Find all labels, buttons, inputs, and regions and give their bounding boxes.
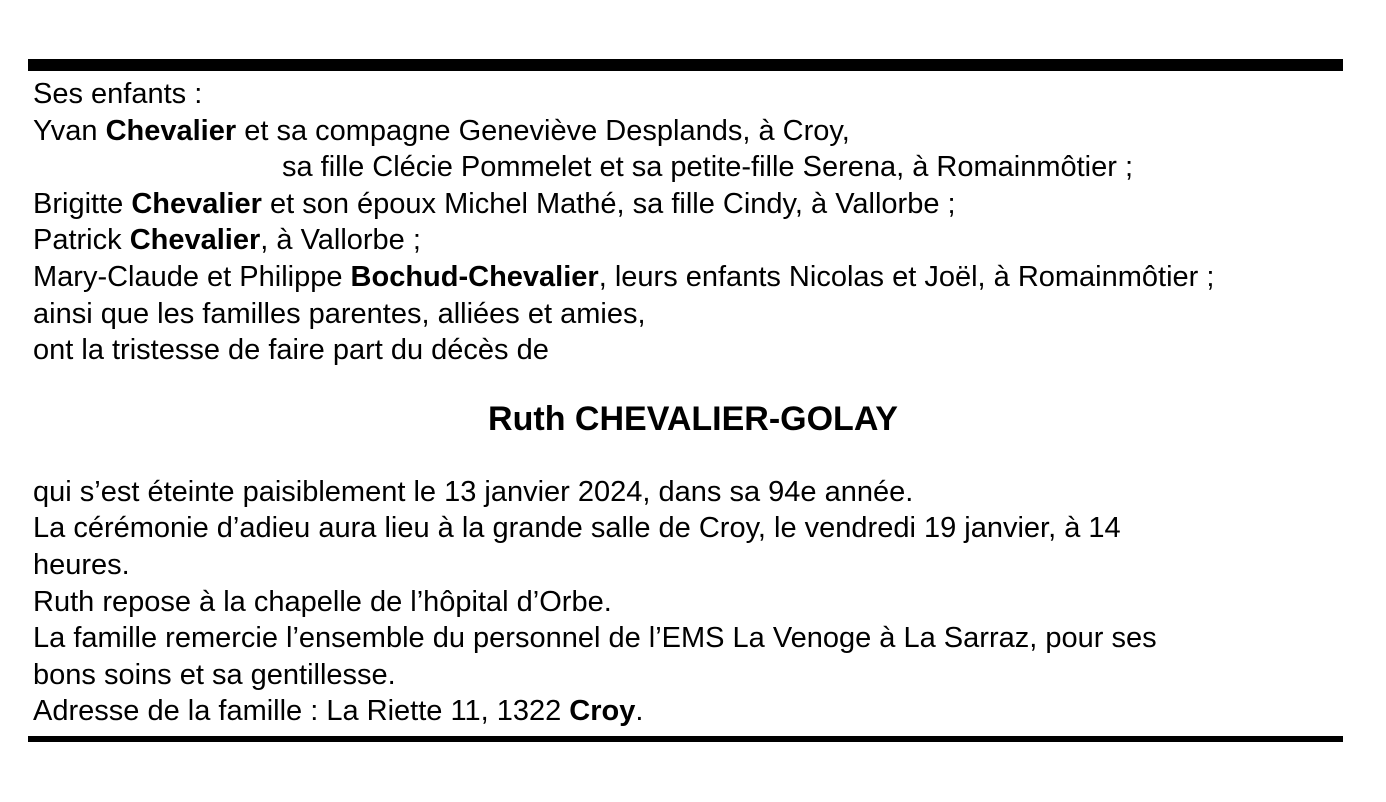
text-segment: . — [635, 695, 644, 728]
text-segment: , leurs enfants Nicolas et Joël, à Romainmôtier ; — [598, 260, 1215, 293]
notice-line — [33, 296, 1353, 333]
text-segment-bold: Croy — [569, 695, 636, 728]
notice-line — [33, 584, 1353, 621]
notice-line — [33, 332, 1353, 369]
detail-lines — [33, 474, 1353, 730]
text-segment: Ruth repose à la chapelle de l’hôpital d’Orbe. — [33, 585, 612, 618]
text-segment: Brigitte — [33, 187, 132, 220]
notice-line — [33, 76, 1353, 113]
text-segment: , à Vallorbe ; — [260, 224, 421, 257]
text-segment: Mary-Claude et Philippe — [33, 260, 351, 293]
notice-line — [33, 149, 1353, 186]
text-segment: ainsi que les familles parentes, alliées et amies, — [33, 297, 646, 330]
notice-content — [33, 76, 1353, 730]
text-segment-bold: Chevalier — [131, 187, 262, 220]
notice-line — [33, 113, 1353, 150]
notice-line — [33, 657, 1353, 694]
notice-line — [33, 186, 1353, 223]
text-segment-bold: Chevalier — [129, 224, 261, 257]
notice-line — [33, 547, 1353, 584]
text-segment: La cérémonie d’adieu aura lieu à la grande salle de Croy, le vendredi 19 janvier, à 14 — [33, 512, 1121, 545]
notice-line — [33, 259, 1353, 296]
text-segment: heures. — [33, 548, 130, 581]
text-segment: sa fille Clécie Pommelet et sa petite-fille Serena, à Romainmôtier ; — [282, 151, 1134, 184]
intro-lines — [33, 76, 1353, 369]
text-segment: et sa compagne Geneviève Desplands, à Croy, — [236, 114, 850, 147]
text-segment: et son époux Michel Mathé, sa fille Cindy, à Vallorbe ; — [261, 187, 956, 220]
notice-line — [33, 222, 1353, 259]
text-segment-bold: Chevalier — [105, 114, 237, 147]
bottom-rule — [28, 736, 1343, 742]
text-segment: Yvan — [33, 114, 106, 147]
top-rule — [28, 59, 1343, 71]
text-segment: Patrick — [33, 224, 130, 257]
text-segment: ont la tristesse de faire part du décès de — [33, 334, 549, 367]
text-segment: La famille remercie l’ensemble du personnel de l’EMS La Venoge à La Sarraz, pour ses — [33, 622, 1157, 655]
notice-line — [33, 620, 1353, 657]
notice-line — [33, 693, 1353, 730]
notice-line — [33, 510, 1353, 547]
text-segment-bold: Bochud-Chevalier — [350, 260, 599, 293]
deceased-name-title: Ruth CHEVALIER-GOLAY — [488, 399, 898, 438]
text-segment: Adresse de la famille : La Riette 11, 1322 — [33, 695, 570, 728]
text-segment: Ses enfants : — [33, 78, 203, 110]
text-segment: qui s’est éteinte paisiblement le 13 janvier 2024, dans sa 94e année. — [33, 475, 914, 508]
notice-line — [33, 474, 1353, 511]
text-segment: bons soins et sa gentillesse. — [33, 658, 396, 691]
